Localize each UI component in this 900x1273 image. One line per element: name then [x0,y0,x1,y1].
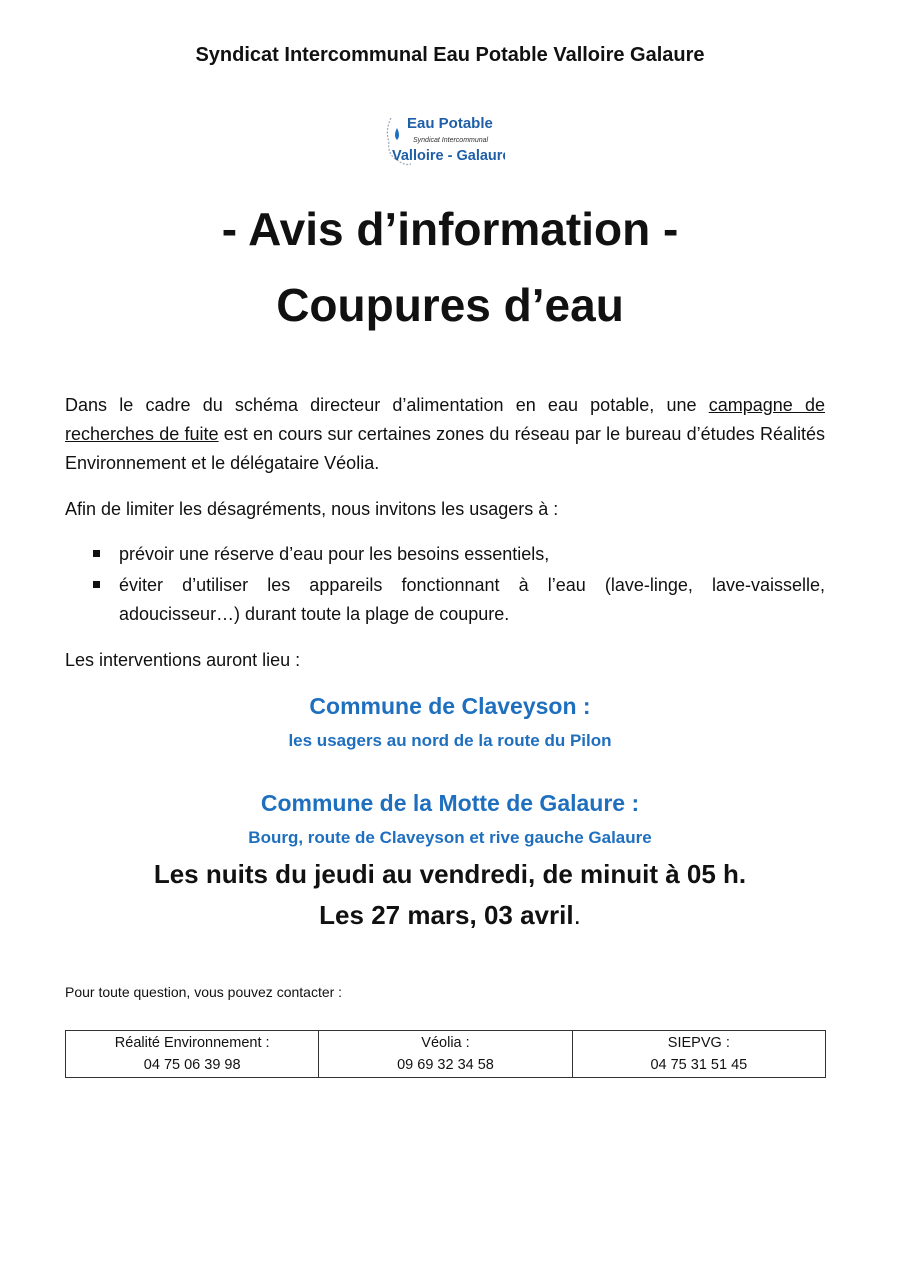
contact-cell [572,1031,825,1078]
interventions-intro: Les interventions auront lieu : [65,650,301,670]
list-item: prévoir une réserve d’eau pour les besoins essentiels, [65,540,825,569]
contact-name: SIEPVG : [667,1035,730,1051]
advice-list [65,540,825,631]
logo-graphic [383,108,505,172]
intro-text-start: Dans le cadre du schéma directeur d’alimentation en eau potable, une [65,395,709,415]
commune-motte-title: Commune de la Motte de Galaure : [260,790,640,816]
contact-cell [319,1031,572,1078]
list-item: éviter d’utiliser les appareils fonctionnant à l’eau (lave-linge, lave-vaisselle, adoucisseur…) durant toute la plage de coupure. [65,571,825,629]
schedule-dates-text: Les 27 mars, 03 avril [319,900,574,930]
contacts-table [65,1030,826,1078]
title-line2: Coupures d’eau [276,279,624,331]
water-drop-icon [395,128,399,140]
contact-name: Réalité Environnement : [114,1035,270,1051]
contact-phone: 09 69 32 34 58 [397,1057,494,1073]
bullet-square-icon [93,581,100,588]
commune-motte-detail: Bourg, route de Claveyson et rive gauche Galaure [248,828,652,847]
contact-cell [66,1031,319,1078]
contact-phone: 04 75 31 51 45 [650,1057,748,1073]
title-line1: - Avis d’information - [221,203,679,255]
intro-text-end: est en cours sur certaines zones du réseau par le bureau d’études Réalités Environnement et le délégataire Véolia. [65,424,825,473]
intro-underlined-text: campagne de recherches de fuite [65,395,825,444]
logo-line3: Valloire - Galaure [392,148,505,164]
logo-line1: Eau Potable [407,115,493,132]
commune-claveyson-detail: les usagers au nord de la route du Pilon [288,731,612,750]
contact-phone: 04 75 06 39 98 [143,1057,241,1073]
request-paragraph: Afin de limiter les désagréments, nous invitons les usagers à : [65,499,559,519]
organization-header: Syndicat Intercommunal Eau Potable Valloire Galaure [195,44,705,66]
contact-intro: Pour toute question, vous pouvez contacter : [65,984,343,1000]
schedule-dates [0,900,900,931]
commune-claveyson-title: Commune de Claveyson : [309,693,591,719]
intro-paragraph [65,391,825,478]
contact-name: Véolia : [421,1035,470,1051]
schedule-dates-period: . [573,900,581,930]
bullet-square-icon [93,550,100,557]
schedule-nights: Les nuits du jeudi au vendredi, de minuit à 05 h. [153,859,747,889]
logo-line2: Syndicat Intercommunal [413,137,489,144]
logo [383,108,505,172]
